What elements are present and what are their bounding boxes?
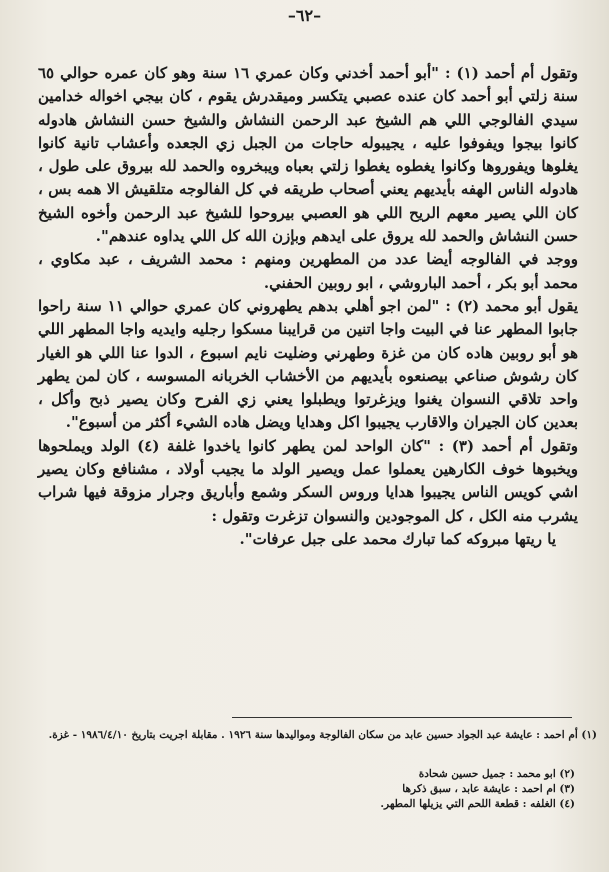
main-text [38, 62, 578, 551]
paragraph-um-ahmad-1: وتقول أم أحمد (١) : "أبو أحمد أخدني وكان عمري ١٦ سنة وهو كان عمره حوالي ٦٥ سنة زلتي أبو أحمد كان عنده عصبي يتكسر وميقدرش يقوم ، كان بيجي اخواله خدامين سيدي الفالوجي اللي هم الشيخ عبد الرحمن النشاش والشيخ حسن النشاش هادوله كانوا بيجوا ويفوفوا عليه ، يجيبوله حاجات من الجبل زي الجعده وأعشاب تانية كانوا يغلوها ويفوروها وكانوا يغطوه يغطوا زلتي بعباه ويبخروه والحمد لله بيروق على طول ، هادوله الناس الهفه بأيديهم يعني أصحاب طريقه في كل الفالوجه متلقيش الا همه بس ، كان اللي يصير معهم الريح اللي هو العصبي بيروحوا للشيخ عبد الرحمن وأخوه الشيخ حسن النشاش والحمد لله يروق على ايدهم وبإزن الله كل اللي يداوه عندهم". [38, 64, 579, 246]
footnote-4: (٤) الغلفه : قطعة اللحم التي يزيلها المطهر. [380, 798, 575, 810]
footnote-3: (٣) ام احمد : عايشة عابد ، سبق ذكرها [402, 783, 575, 795]
quote-line: يا ريتها مبروكه كما تبارك محمد على جبل عرفات". [239, 529, 556, 548]
footnotes [0, 728, 597, 812]
footnote-1: (١) أم احمد : عايشة عبد الجواد حسين عابد من سكان الفالوجة ومواليدها سنة ١٩٢٦ . مقابلة اجريت بتاريخ ١٩٨٦/٤/١٠ - غزة. [48, 729, 597, 741]
footnote-2: (٢) ابو محمد : جميل حسين شحادة [418, 768, 575, 780]
paragraph-circumcisers: ووجد في الفالوجه أيضا عدد من المطهرين ومنهم : محمد الشريف ، عبد مكاوي ، محمد أبو بكر ، أحمد الباروشي ، ابو روبين الحفني. [38, 250, 578, 292]
footnote-separator [232, 717, 572, 718]
page-number: –٦٢– [287, 6, 322, 25]
paragraph-abu-mohammad: يقول أبو محمد (٢) : "لمن اجو أهلي بدهم يطهروني كان عمري حوالي ١١ سنة راحوا جابوا المطهر عنا في البيت واجا اتنين من قرايبنا مسكوا رجليه وايديه واجا المطهر اللي هو أبو روبين هاده كان من غزة وطهرني وضليت نايم اسبوع ، الدوا عنا اللي هو الغيار كان رشوش صناعي بيصنعوه بأيديهم من الأخشاب الخربانه المسوسه ، كان لمن يطهر واحد تلاقي النسوان يغنوا ويزغرتوا ويطبلوا يعني زي الفرح وكان يصير ذبح وأكل ، بعدين كان الجيران والاقارب يجيبوا اكل وهدايا ويضل هاده الشيء أكثر من أسبوع". [38, 296, 578, 432]
paragraph-um-ahmad-2: وتقول أم أحمد (٣) : "كان الواحد لمن يطهر كانوا ياخدوا غلفة (٤) الولد ويملحوها ويخبوها خوف الكارهين يعملوا عمل ويصير الولد ما يجيب أولاد ، مشنافع وكان يصير اشي كويس الناس يجيبوا هدايا وروس السكر وشمع وأباريق وجرار مزوقة فيها شراب يشرب منه الكل ، كل الموجودين والنسوان تزغرت وتقول : [38, 436, 578, 525]
